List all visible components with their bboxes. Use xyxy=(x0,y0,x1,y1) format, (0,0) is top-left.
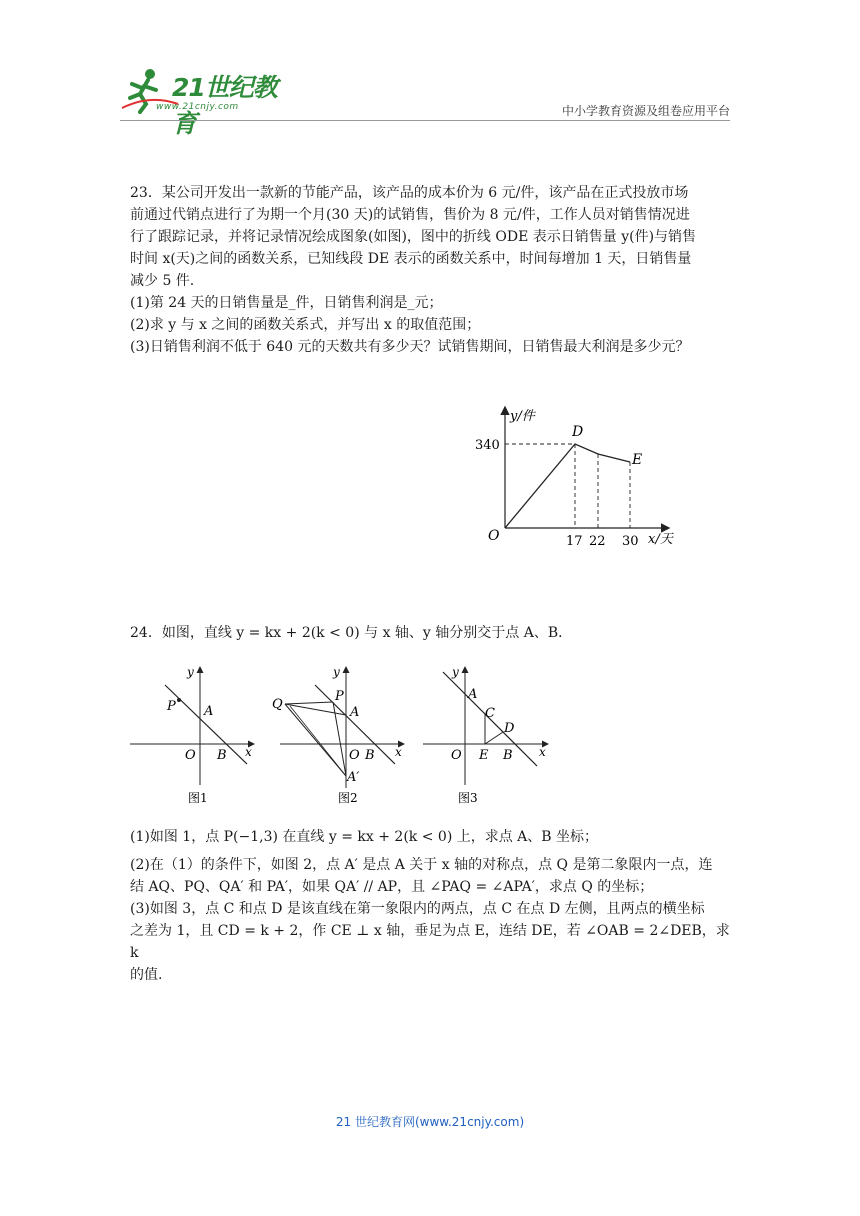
fig3-e-label: E xyxy=(479,748,489,763)
x-axis-label: x/天 xyxy=(648,532,673,547)
page-footer: 21 世纪教育网(www.21cnjy.com) xyxy=(335,1115,525,1129)
fig3-x-label: x xyxy=(539,745,546,759)
logo-text: 21世纪教育 xyxy=(172,73,277,138)
fig1-caption: 图1 xyxy=(188,791,208,805)
q23-part3: (3)日销售利润不低于 640 元的天数共有多少天？试销售期间，日销售最大利润是多少元？ xyxy=(130,339,690,355)
question-24-stem xyxy=(130,622,730,644)
logo xyxy=(120,62,300,138)
site-slogan: 中小学教育资源及组卷应用平台 xyxy=(561,104,730,118)
fig3-a-label: A xyxy=(468,687,478,702)
figure-2 xyxy=(272,665,403,805)
q24-part3-line: 之差为 1，且 CD = k + 2，作 CE ⊥ x 轴，垂足为点 E，连结 DE，若 ∠OAB = 2∠DEB，求 k xyxy=(130,923,730,961)
fig1-p-label: P xyxy=(167,699,176,714)
q23-stem-line: 23．某公司开发出一款新的节能产品，该产品的成本价为 6 元/件，该产品在正式投放市场 xyxy=(130,185,689,201)
fig3-caption: 图3 xyxy=(458,791,478,805)
q24-part2-line: (2)在（1）的条件下，如图 2，点 A′ 是点 A 关于 x 轴的对称点，点 Q 是第二象限内一点，连 xyxy=(130,857,713,873)
q24-part1: (1)如图 1，点 P(−1,3) 在直线 y = kx + 2(k < 0) 上，求点 A、B 坐标； xyxy=(130,829,599,845)
fig3-d-label: D xyxy=(504,721,515,736)
q24-part3-line: (3)如图 3，点 C 和点 D 是该直线在第一象限内的两点，点 C 在点 D 左侧，且两点的横坐标 xyxy=(130,901,705,917)
origin-label: O xyxy=(488,528,500,544)
fig1-a-label: A xyxy=(204,704,214,719)
fig1-x-label: x xyxy=(245,745,252,759)
q23-stem-line: 减少 5 件. xyxy=(130,273,195,289)
q23-stem-line: 前通过代销点进行了为期一个月(30 天)的试销售，售价为 8 元/件，工作人员对销售情况进 xyxy=(130,207,690,223)
fig2-o-label: O xyxy=(349,748,360,763)
fig1-y-label: y xyxy=(187,665,194,679)
fig3-c-label: C xyxy=(485,706,495,721)
x-tick-17: 17 xyxy=(566,534,583,549)
fig1-b-label: B xyxy=(217,748,227,763)
y-axis-label: y/件 xyxy=(510,409,535,424)
logo-url: www.21cnjy.com xyxy=(156,102,239,112)
sales-graph xyxy=(470,400,690,560)
fig2-a-prime-label: A′ xyxy=(347,770,360,785)
point-d-label: D xyxy=(572,424,584,440)
q24-part2-line: 结 AQ、PQ、QA′ 和 PA′，如果 QA′ // AP，且 ∠PAQ = ∠APA′，求点 Q 的坐标； xyxy=(130,879,654,895)
fig2-y-label: y xyxy=(333,665,340,679)
y-tick-340: 340 xyxy=(475,438,500,453)
fig2-p-label: P xyxy=(335,689,344,704)
fig3-b-label: B xyxy=(503,748,513,763)
q23-part1: (1)第 24 天的日销售量是_件，日销售利润是_元； xyxy=(130,295,443,311)
header-divider xyxy=(120,120,730,121)
q24-figures xyxy=(125,660,565,810)
question-24-parts xyxy=(130,826,730,986)
fig2-caption: 图2 xyxy=(338,791,358,805)
x-tick-30: 30 xyxy=(622,534,639,549)
page-header xyxy=(120,62,730,138)
fig2-b-label: B xyxy=(365,748,375,763)
point-e-label: E xyxy=(632,452,643,468)
fig1-o-label: O xyxy=(185,748,196,763)
q24-part3-line: 的值. xyxy=(130,967,163,983)
fig2-a-label: A xyxy=(350,705,360,720)
x-tick-22: 22 xyxy=(589,534,606,549)
figure-3 xyxy=(423,665,547,805)
line-ode xyxy=(505,444,630,528)
fig3-y-label: y xyxy=(452,665,459,679)
fig3-o-label: O xyxy=(451,748,462,763)
q23-part2: (2)求 y 与 x 之间的函数关系式，并写出 x 的取值范围； xyxy=(130,317,481,333)
q24-stem: 24．如图，直线 y = kx + 2(k < 0) 与 x 轴、y 轴分别交于点 A、B． xyxy=(130,625,573,641)
figure-1 xyxy=(130,665,253,805)
fig2-q-label: Q xyxy=(272,697,283,712)
question-23 xyxy=(130,182,730,358)
q23-stem-line: 时间 x(天)之间的函数关系，已知线段 DE 表示的函数关系中，时间每增加 1 天，日销售量 xyxy=(130,251,692,267)
fig2-x-label: x xyxy=(395,745,402,759)
q23-stem-line: 行了跟踪记录，并将记录情况绘成图象(如图)，图中的折线 ODE 表示日销售量 y(件)与销售 xyxy=(130,229,697,245)
